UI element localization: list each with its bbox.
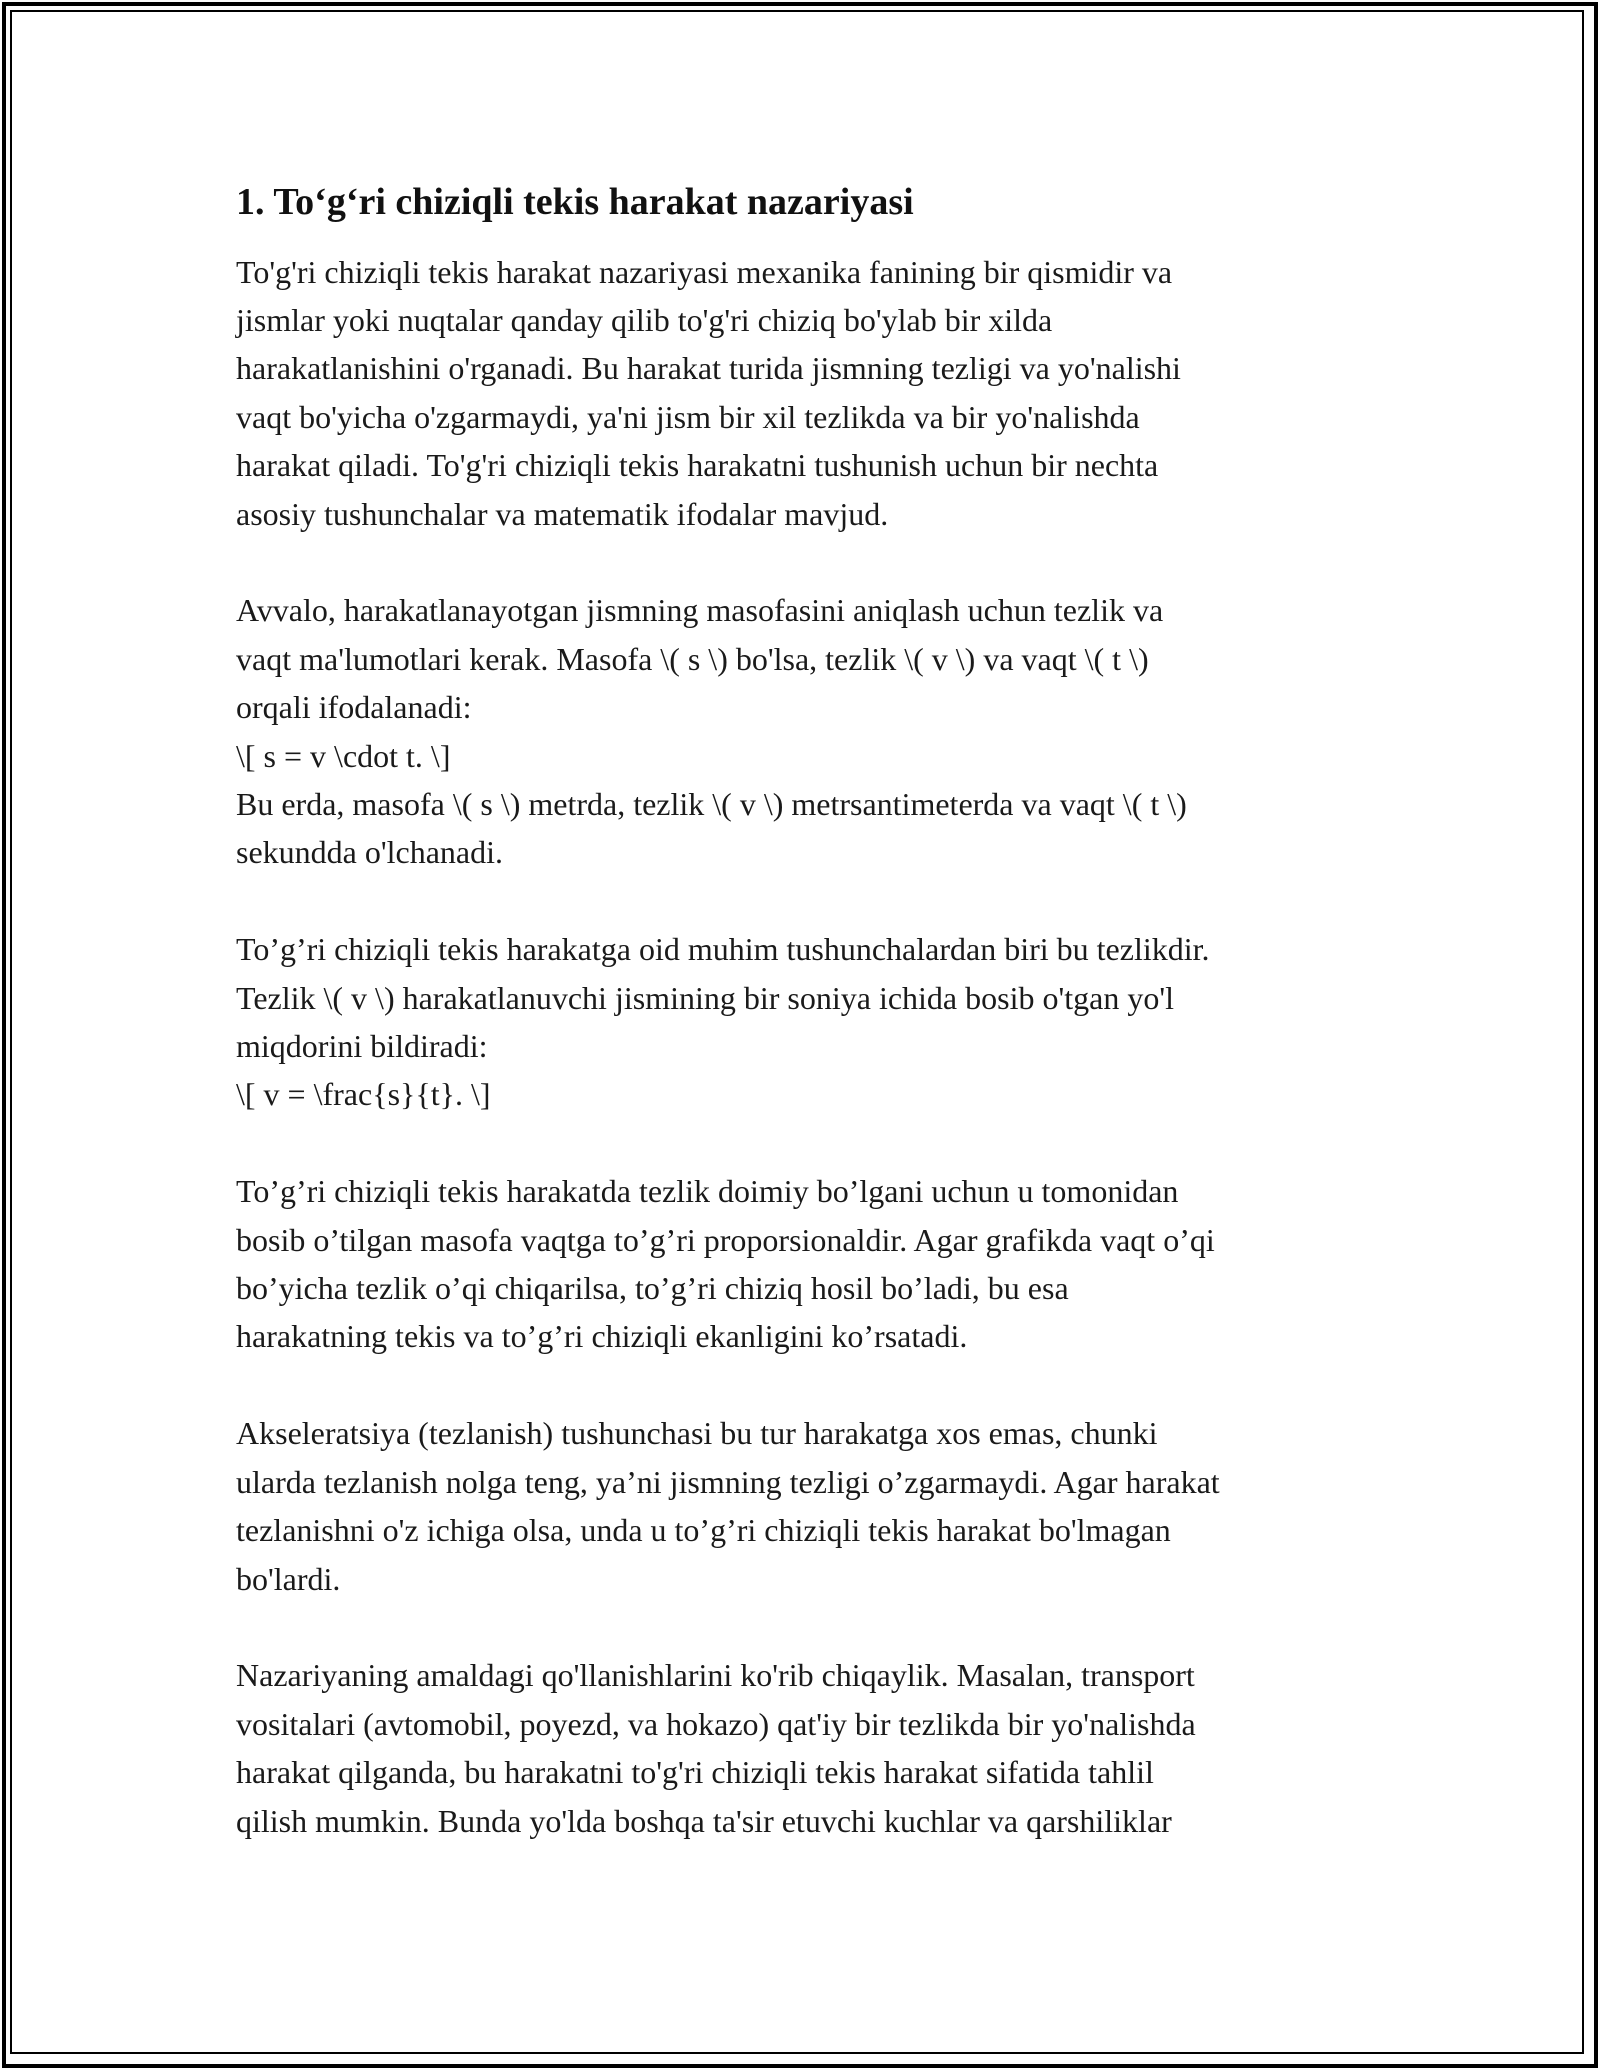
text-line: harakatning tekis va to’g’ri chiziqli ekanligini ko’rsatadi. xyxy=(236,1318,968,1355)
formula-line: \[ s = v \cdot t. \] xyxy=(236,737,451,774)
text-line: To'g'ri chiziqli tekis harakat nazariyasi mexanika fanining bir qismidir va xyxy=(236,253,1173,290)
formula-line: \[ v = \frac{s}{t}. \] xyxy=(236,1076,491,1113)
text-line: bo’yicha tezlik o’qi chiqarilsa, to’g’ri chiziq hosil bo’ladi, bu esa xyxy=(236,1270,1069,1307)
paragraph-4 xyxy=(236,1167,1376,1361)
text-line: sekundda o'lchanadi. xyxy=(236,834,504,871)
paragraph-1 xyxy=(236,248,1376,538)
text-line: Avvalo, harakatlanayotgan jismning masofasini aniqlash uchun tezlik va xyxy=(236,592,1164,629)
paragraph-2 xyxy=(236,586,1376,876)
text-line: orqali ifodalanadi: xyxy=(236,689,472,726)
text-line: asosiy tushunchalar va matematik ifodalar mavjud. xyxy=(236,495,889,532)
text-line: Akseleratsiya (tezlanish) tushunchasi bu tur harakatga xos emas, chunki xyxy=(236,1415,1158,1452)
text-line: ularda tezlanish nolga teng, ya’ni jismning tezligi o’zgarmaydi. Agar harakat xyxy=(236,1463,1220,1500)
paragraph-3 xyxy=(236,925,1376,1119)
text-line: jismlar yoki nuqtalar qanday qilib to'g'ri chiziq bo'ylab bir xilda xyxy=(236,302,1053,338)
text-line: Tezlik \( v \) harakatlanuvchi jismining bir soniya ichida bosib o'tgan yo'l xyxy=(236,979,1174,1016)
text-line: harakat qilganda, bu harakatni to'g'ri chiziqli tekis harakat sifatida tahlil xyxy=(236,1754,1154,1791)
text-line: harakat qiladi. To'g'ri chiziqli tekis harakatni tushunish uchun bir nechta xyxy=(236,447,1159,484)
section-heading: 1. To‘g‘ri chiziqli tekis harakat nazariyasi xyxy=(236,181,914,223)
text-line: vositalari (avtomobil, poyezd, va hokazo) qat'iy bir tezlikda bir yo'nalishda xyxy=(236,1705,1196,1742)
paragraph-6 xyxy=(236,1651,1376,1845)
text-line: harakatlanishini o'rganadi. Bu harakat turida jismning tezligi va yo'nalishi xyxy=(236,350,1181,387)
text-line: bosib o’tilgan masofa vaqtga to’g’ri proporsionaldir. Agar grafikda vaqt o’qi xyxy=(236,1221,1215,1258)
text-line: bo'lardi. xyxy=(236,1560,341,1597)
text-line: To’g’ri chiziqli tekis harakatda tezlik doimiy bo’lgani uchun u tomonidan xyxy=(236,1173,1179,1210)
text-line: Nazariyaning amaldagi qo'llanishlarini ko'rib chiqaylik. Masalan, transport xyxy=(236,1657,1195,1694)
text-line: vaqt ma'lumotlari kerak. Masofa \( s \) bo'lsa, tezlik \( v \) va vaqt \( t \) xyxy=(236,640,1149,677)
document-body xyxy=(236,180,1376,1893)
text-line: tezlanishni o'z ichiga olsa, unda u to’g’ri chiziqli tekis harakat bo'lmagan xyxy=(236,1512,1171,1549)
text-line: miqdorini bildiradi: xyxy=(236,1028,488,1065)
text-line: Bu erda, masofa \( s \) metrda, tezlik \( v \) metrsantimeterda va vaqt \( t \) xyxy=(236,786,1187,823)
text-line: To’g’ri chiziqli tekis harakatga oid muhim tushunchalardan biri bu tezlikdir. xyxy=(236,931,1210,968)
paragraph-5 xyxy=(236,1409,1376,1603)
text-line: vaqt bo'yicha o'zgarmaydi, ya'ni jism bir xil tezlikda va bir yo'nalishda xyxy=(236,398,1140,435)
text-line: qilish mumkin. Bunda yo'lda boshqa ta'sir etuvchi kuchlar va qarshiliklar xyxy=(236,1802,1172,1839)
